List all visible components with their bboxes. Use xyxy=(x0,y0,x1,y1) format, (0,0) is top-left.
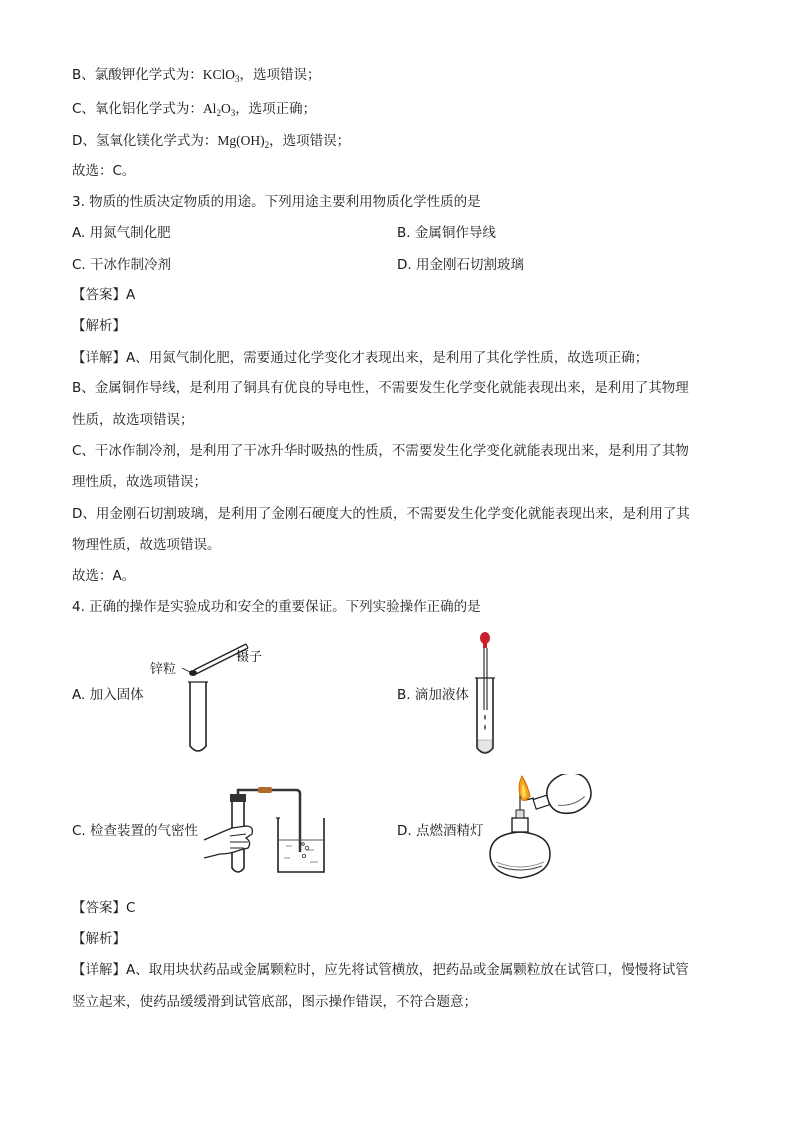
q4-detail-a-line2: 竖立起来，使药品缓缓滑到试管底部，图示操作错误，不符合题意； xyxy=(72,994,477,1010)
q3-detail-d-line2: 物理性质，故选项错误。 xyxy=(72,537,221,553)
q3-detail-d-line1: D、用金刚石切割玻璃，是利用了金刚石硬度大的性质，不需要发生化学变化就能表现出来，是利用了其 xyxy=(72,506,690,522)
q2-option-d-analysis: D、氢氧化镁化学式为：$Mg(OH)_2$，选项错误； xyxy=(72,133,351,150)
q3-answer: 【答案】A xyxy=(72,287,136,303)
q3-option-b: B. 金属铜作导线 xyxy=(397,225,496,241)
q3-stem: 3. 物质的性质决定物质的用途。下列用途主要利用物质化学性质的是 xyxy=(72,194,481,210)
q4-stem: 4. 正确的操作是实验成功和安全的重要保证。下列实验操作正确的是 xyxy=(72,599,481,615)
q3-option-a: A. 用氮气制化肥 xyxy=(72,225,171,241)
q3-option-d: D. 用金刚石切割玻璃 xyxy=(397,257,524,273)
q4-detail-a-line1: 【详解】A、取用块状药品或金属颗粒时，应先将试管横放，把药品或金属颗粒放在试管口，慢慢将试管 xyxy=(72,962,689,978)
q3-detail-c-line1: C、干冰作制冷剂，是利用了干冰升华时吸热的性质，不需要发生化学变化就能表现出来，是利用了其物 xyxy=(72,443,689,459)
q3-option-c: C. 干冰作制冷剂 xyxy=(72,257,172,273)
zinc-label: 锌粒 xyxy=(150,661,177,676)
q3-choice: 故选：A。 xyxy=(72,568,136,584)
q4-answer: 【答案】C xyxy=(72,900,136,916)
q3-detail-b-line1: B、金属铜作导线，是利用了铜具有优良的导电性，不需要发生化学变化就能表现出来，是利用了其物理 xyxy=(72,380,689,396)
q2-choice: 故选：C。 xyxy=(72,163,136,179)
q4-figure-d xyxy=(484,774,594,884)
q4-figure-c xyxy=(200,780,332,880)
q4-figure-a xyxy=(148,636,278,758)
q2-option-b-analysis: B、氯酸钾化学式为：KClO$_3$，选项错误； xyxy=(72,67,321,84)
q4-option-c: C. 检查装置的气密性 xyxy=(72,823,199,839)
q2-option-c-analysis: C、氧化铝化学式为：$Al_2O_3$，选项正确； xyxy=(72,101,317,118)
q3-analysis-heading: 【解析】 xyxy=(72,318,126,334)
q4-option-b: B. 滴加液体 xyxy=(397,687,469,703)
q3-detail-a: 【详解】A、用氮气制化肥，需要通过化学变化才表现出来，是利用了其化学性质，故选项正确； xyxy=(72,350,649,366)
tweezers-label: 镊子 xyxy=(236,649,263,664)
q3-detail-b-line2: 性质，故选项错误； xyxy=(72,412,194,428)
q4-option-a: A. 加入固体 xyxy=(72,687,144,703)
q4-figure-b xyxy=(468,630,504,760)
q4-option-d: D. 点燃酒精灯 xyxy=(397,823,484,839)
q3-detail-c-line2: 理性质，故选项错误； xyxy=(72,474,207,490)
q4-analysis-heading: 【解析】 xyxy=(72,931,126,947)
